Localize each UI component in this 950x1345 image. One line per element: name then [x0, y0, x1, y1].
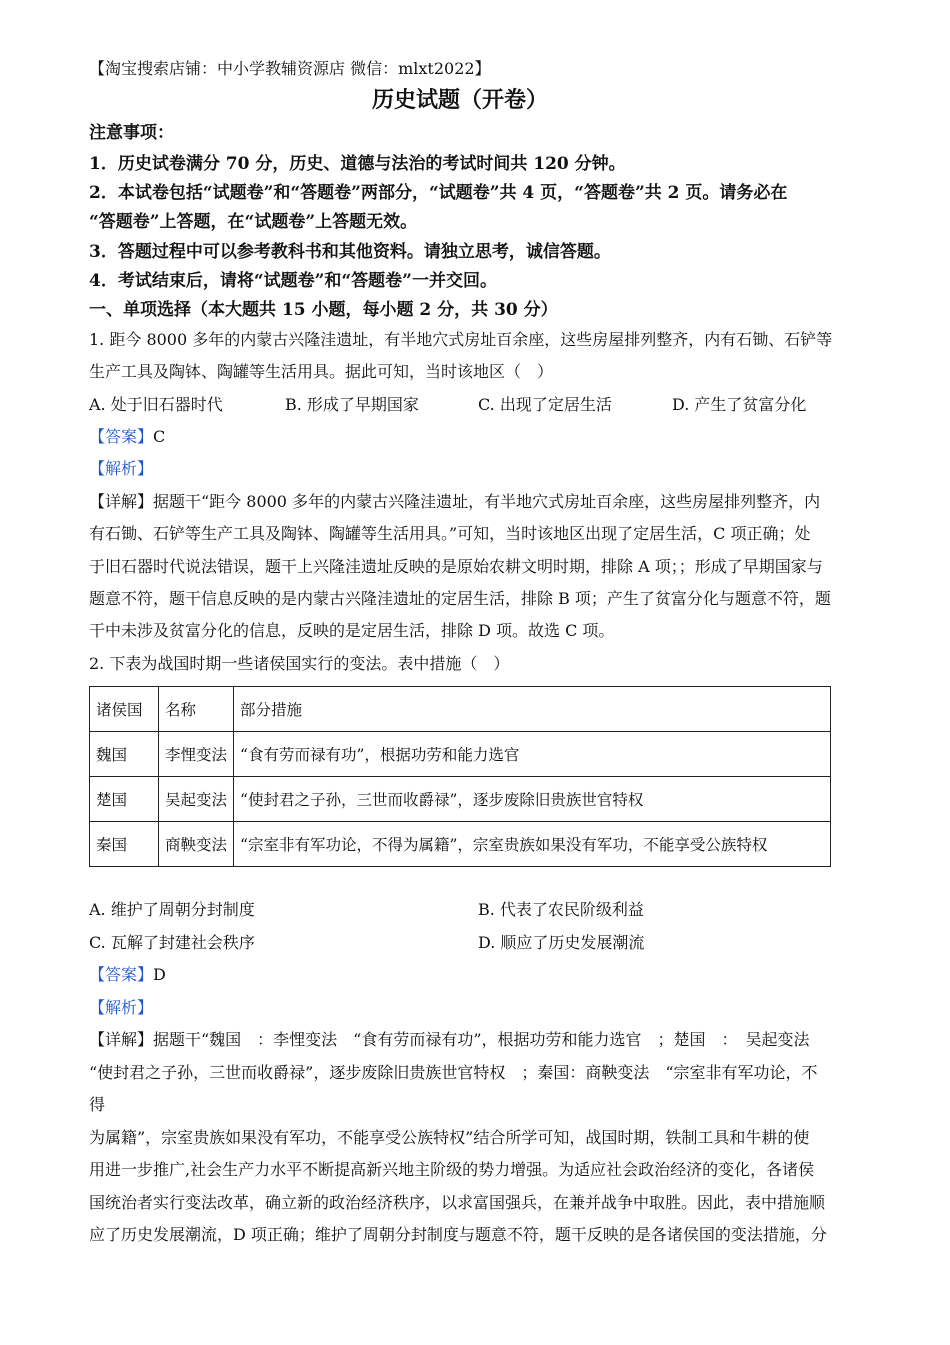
table-cell: 魏国: [90, 732, 159, 777]
q1-option-c: C. 出现了定居生活: [478, 395, 612, 414]
q2-detail-line: 【详解】据题干“魏国 ：李悝变法 “食有劳而禄有功”，根据功劳和能力选官 ；楚国 ： 吴起变法: [89, 1030, 810, 1049]
q1-answer-tag: 【答案】: [89, 427, 154, 446]
q2-option-c: C. 瓦解了封建社会秩序: [89, 933, 255, 952]
notice-item: “答题卷”上答题，在“试题卷”上答题无效。: [89, 212, 418, 232]
q2-option-b: B. 代表了农民阶级利益: [478, 900, 644, 919]
notice-item: 1．历史试卷满分 70 分，历史、道德与法治的考试时间共 120 分钟。: [89, 154, 626, 174]
notice-item: 2．本试卷包括“试题卷”和“答题卷”两部分，“试题卷”共 4 页，“答题卷”共 2 页。请务必在: [89, 183, 788, 203]
q2-detail-line: 应了历史发展潮流，D 项正确；维护了周朝分封制度与题意不符，题干反映的是各诸侯国的变法措施，分: [89, 1225, 827, 1244]
q1-detail-line: 干中未涉及贫富分化的信息，反映的是定居生活，排除 D 项。故选 C 项。: [89, 621, 615, 640]
q2-stem: 2. 下表为战国时期一些诸侯国实行的变法。表中措施（ ）: [89, 654, 510, 673]
table-header-cell: 名称: [159, 687, 234, 732]
table-header-row: [90, 687, 831, 732]
q2-answer-tag: 【答案】: [89, 965, 154, 984]
q1-stem-line: 1. 距今 8000 多年的内蒙古兴隆洼遗址，有半地穴式房址百余座，这些房屋排列整齐，内有石锄、石铲等: [89, 330, 833, 349]
q1-answer-line: [89, 426, 165, 448]
q2-answer: D: [153, 965, 166, 984]
q2-option-a: A. 维护了周朝分封制度: [89, 900, 255, 919]
header-note: 【淘宝搜索店铺：中小学教辅资源店 微信：mlxt2022】: [89, 59, 491, 78]
q2-detail-line: 得: [89, 1095, 106, 1114]
q1-option-d: D. 产生了贫富分化: [672, 395, 807, 414]
table-cell: 楚国: [90, 777, 159, 822]
q1-detail-line: 题意不符，题干信息反映的是内蒙古兴隆洼遗址的定居生活，排除 B 项；产生了贫富分化与题意不符，题: [89, 589, 831, 608]
q2-detail-line: 国统治者实行变法改革，确立新的政治经济秩序，以求富国强兵，在兼并战争中取胜。因此，表中措施顺: [89, 1193, 826, 1212]
q2-detail-line: 为属籍”，宗室贵族如果没有军功，不能享受公族特权”结合所学可知，战国时期，铁制工具和牛耕的使: [89, 1128, 810, 1147]
q1-option-a: A. 处于旧石器时代: [89, 395, 223, 414]
q1-answer: C: [153, 427, 166, 446]
page-title: 历史试题（开卷）: [372, 87, 549, 113]
q2-detail-line: “使封君之子孙，三世而收爵禄”，逐步废除旧贵族世官特权 ；秦国：商鞅变法 “宗室非有军功论，不: [89, 1063, 818, 1082]
table-cell: “宗室非有军功论，不得为属籍”，宗室贵族如果没有军功，不能享受公族特权: [234, 822, 831, 867]
q1-stem-line: 生产工具及陶钵、陶罐等生活用具。据此可知，当时该地区（ ）: [89, 362, 554, 381]
table-row: [90, 822, 831, 867]
table-header-cell: 部分措施: [234, 687, 831, 732]
reform-table: [89, 686, 831, 867]
q1-detail-line: 【详解】据题干“距今 8000 多年的内蒙古兴隆洼遗址，有半地穴式房址百余座，这些房屋排列整齐，内: [89, 492, 821, 511]
section-title: 一、单项选择（本大题共 15 小题，每小题 2 分，共 30 分）: [89, 300, 558, 320]
table-cell: 商鞅变法: [159, 822, 234, 867]
table-header-cell: 诸侯国: [90, 687, 159, 732]
q1-analysis-tag: 【解析】: [89, 459, 154, 478]
q2-answer-line: [89, 964, 166, 986]
table-row: [90, 732, 831, 777]
q2-analysis-tag: 【解析】: [89, 998, 154, 1017]
table-cell: 秦国: [90, 822, 159, 867]
notice-heading: 注意事项：: [89, 123, 174, 143]
q2-detail-line: 用进一步推广,社会生产力水平不断提高新兴地主阶级的势力增强。为适应社会政治经济的变化，各诸侯: [89, 1160, 815, 1179]
table-cell: “使封君之子孙，三世而收爵禄”，逐步废除旧贵族世官特权: [234, 777, 831, 822]
notice-item: 3．答题过程中可以参考教科书和其他资料。请独立思考，诚信答题。: [89, 242, 611, 262]
table-cell: 李悝变法: [159, 732, 234, 777]
table-cell: “食有劳而禄有功”，根据功劳和能力选官: [234, 732, 831, 777]
q1-detail-line: 有石锄、石铲等生产工具及陶钵、陶罐等生活用具。”可知，当时该地区出现了定居生活，C 项正确；处: [89, 524, 811, 543]
q2-option-d: D. 顺应了历史发展潮流: [478, 933, 645, 952]
q1-option-b: B. 形成了早期国家: [285, 395, 419, 414]
q1-detail-line: 于旧石器时代说法错误，题干上兴隆洼遗址反映的是原始农耕文明时期，排除 A 项；；形成了早期国家与: [89, 557, 823, 576]
table-cell: 吴起变法: [159, 777, 234, 822]
notice-item: 4．考试结束后，请将“试题卷”和“答题卷”一并交回。: [89, 271, 497, 291]
table-row: [90, 777, 831, 822]
